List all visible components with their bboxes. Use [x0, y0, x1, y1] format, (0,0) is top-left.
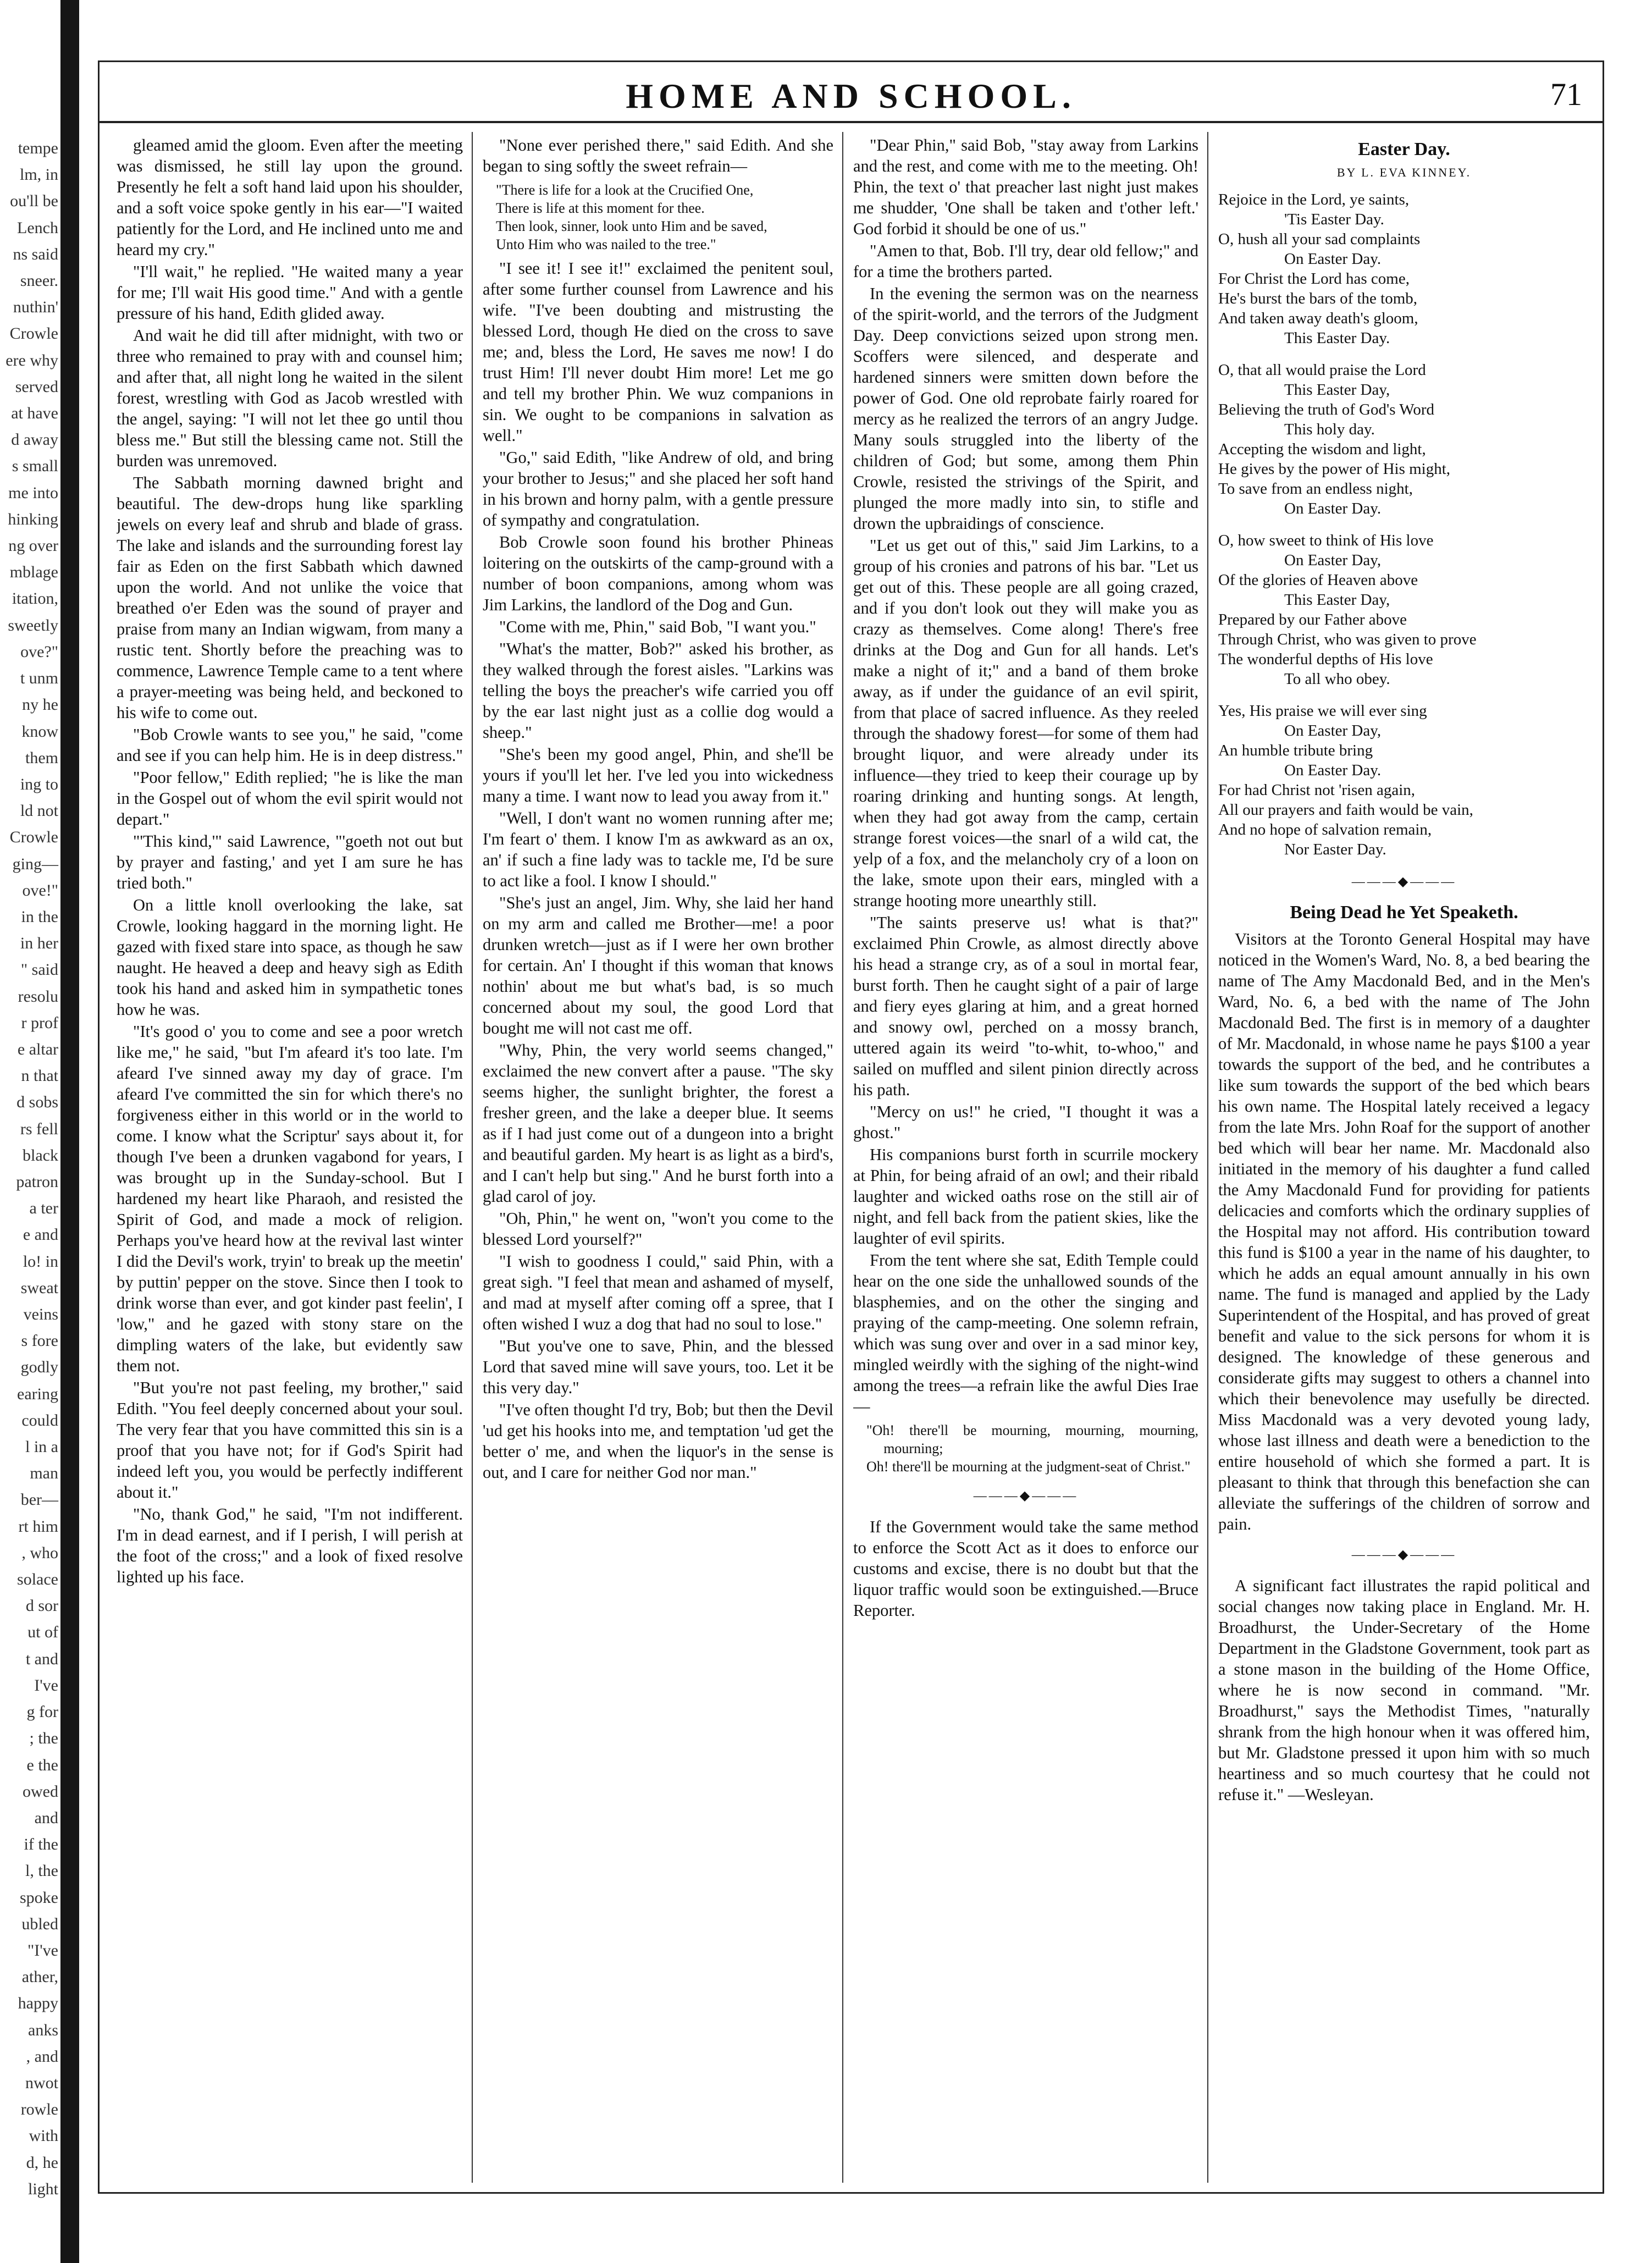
- margin-fragment: anks: [28, 2021, 58, 2039]
- margin-fragment: mblage: [9, 563, 58, 582]
- verse-line: Unto Him who was nailed to the tree.": [496, 236, 716, 252]
- margin-fragment: served: [15, 377, 58, 396]
- column-rule: [1207, 132, 1208, 2183]
- poem-line: The wonderful depths of His love: [1218, 650, 1433, 668]
- article-paragraph: "What's the matter, Bob?" asked his brother, as they walked through the forest aisles. "Larkins was telling the boys the preacher's wife carried you off by the ear last night just as a collie dog would a sheep.": [483, 639, 833, 742]
- poem-byline: BY L. EVA KINNEY.: [1336, 165, 1472, 179]
- column-4: [1218, 135, 1590, 2180]
- poem-line: On Easter Day.: [1284, 761, 1382, 779]
- separator-ornament: ———◆———: [1351, 875, 1457, 889]
- article-paragraph: gleamed amid the gloom. Even after the meeting was dismissed, he still lay upon the ground. Presently he felt a soft hand laid upon his shoulder, and a soft voice spoke gently in his ear—"I waited patiently for the Lord, and He inclined unto me and heard my cry.": [117, 136, 463, 259]
- article-paragraph: "Bob Crowle wants to see you," he said, "come and see if you can help him. He is in deep distress.": [117, 725, 463, 765]
- margin-fragment: ubled: [21, 1914, 58, 1933]
- poem-line: And no hope of salvation remain,: [1218, 821, 1432, 838]
- article-paragraph: The Sabbath morning dawned bright and beautiful. The dew-drops hung like sparkling jewels on every leaf and shrub and blade of grass. The lake and islands and the surrounding forest lay fair as Eden on the first Sabbath which dawned upon the world. And not unlike the voice that breathed o'er Eden was the sound of prayer and praise from many an Indian wigwam, from many a rustic tent. Shortly before the preaching was to commence, Lawrence Temple came to a tent where a prayer-meeting was being held, and beckoned to his wife to come out.: [117, 473, 463, 722]
- article-paragraph: "Come with me, Phin," said Bob, "I want you.": [499, 617, 816, 636]
- article-paragraph: His companions burst forth in scurrile mockery at Phin, for being afraid of an owl; and their ribald laughter and wicked oaths rose on the still air of night, and fell back from the patient skies, like the laughter of evil spirits.: [853, 1145, 1198, 1248]
- poem-line: 'Tis Easter Day.: [1284, 211, 1384, 228]
- poem-line: All our prayers and faith would be vain,: [1218, 801, 1473, 819]
- poem-line: To all who obey.: [1284, 670, 1390, 688]
- poem-line: On Easter Day.: [1284, 250, 1382, 268]
- article-paragraph: "She's just an angel, Jim. Why, she laid her hand on my arm and called me Brother—me! a poor drunken wretch—just as if I were her own brother for certain. An' I thought if this woman that knows nothin' about me but what's bad, is so much concerned about my soul, the good Lord that bought me will not cast me off.: [483, 893, 833, 1037]
- margin-fragment: solace: [17, 1570, 58, 1589]
- margin-fragment: d sobs: [16, 1093, 58, 1112]
- margin-fragment: black: [23, 1146, 58, 1164]
- margin-fragment: tempe: [18, 139, 58, 157]
- poem-line: For had Christ not 'risen again,: [1218, 781, 1416, 799]
- margin-fragment: man: [30, 1464, 58, 1483]
- margin-fragment: e altar: [17, 1040, 58, 1058]
- separator-ornament: ———◆———: [1351, 1548, 1457, 1562]
- article-paragraph: "Amen to that, Bob. I'll try, dear old fellow;" and for a time the brothers parted.: [853, 241, 1198, 281]
- margin-fragment: d away: [11, 430, 58, 449]
- article-paragraph: "Mercy on us!" he cried, "I thought it was a ghost.": [853, 1102, 1198, 1142]
- margin-fragment: " said: [20, 961, 58, 979]
- margin-fragment: d, he: [26, 2153, 58, 2172]
- margin-fragment: e and: [23, 1226, 58, 1244]
- poem-stanza: [1218, 531, 1590, 689]
- separator-ornament: ———◆———: [973, 1489, 1079, 1503]
- poem-line: And taken away death's gloom,: [1218, 310, 1418, 327]
- margin-fragment: ging—: [12, 854, 58, 873]
- article-paragraph: "'This kind,'" said Lawrence, "'goeth not out but by prayer and fasting,' and yet I am sure he has tried both.": [117, 832, 463, 892]
- margin-fragment: ing to: [20, 775, 58, 793]
- column-2: [483, 135, 833, 2180]
- margin-fragment: ber—: [20, 1491, 58, 1509]
- column-rule: [842, 132, 843, 2183]
- article-paragraph: "Poor fellow," Edith replied; "he is like the man in the Gospel out of whom the evil spirit would not depart.": [117, 768, 463, 829]
- margin-fragment: e the: [26, 1756, 58, 1774]
- poem-stanza: [1218, 190, 1590, 348]
- article-paragraph: In the evening the sermon was on the nearness of the spirit-world, and the terrors of the Judgment Day. Deep convictions seized upon strong men. Scoffers were silenced, and desperate and hardened sinners were smitten down before the power of God. One old reprobate fairly roared for mercy as he realized the terrors of an angry Judge. Many souls struggled into the liberty of the children of God; but some, among them Phin Crowle, resisted the strivings of the Spirit, and plunged the more madly into sin, to stifle and drown the upbraidings of conscience.: [853, 284, 1198, 533]
- poem-stanza: [1218, 701, 1590, 859]
- margin-fragment: ove?": [20, 642, 58, 661]
- article-paragraph: "Let us get out of this," said Jim Larkins, to a group of his cronies and patrons of his bar. "Let us get out of this. These people are all going crazed, and if you don't look out they will make you as crazy as themselves. Come along! There's free drinks at the Dog and Gun for all hands. Let's make a night of it;" and a band of them broke away, as if under the guidance of an evil spirit, from that place of sacred influence. As they reeled through the shadowy forest—for some of them had brought liquor, and were already under its influence—they tried to keep their courage up by roaring drinking and hunting songs. At length, when they had got away from the camp, certain strange forest voices—the snarl of a wild cat, the yelp of a fox, and the melancholy cry of a loon on the lake, smote upon their ears, mingled with a strange hooting more unearthly still.: [853, 536, 1198, 910]
- poem-line: Yes, His praise we will ever sing: [1218, 702, 1427, 720]
- article-paragraph: Visitors at the Toronto General Hospital may have noticed in the Women's Ward, No. 8, a bed bearing the name of The Amy Macdonald Bed, and in the Men's Ward, No. 6, a bed with the name of The John Macdonald Bed. The first is in memory of a daughter of Mr. Macdonald, in whose name he pays $100 a year towards the support of the bed, and he contributes a like sum towards the support of the bed which bears his own name. The Hospital lately received a legacy from the late Mrs. John Roaf for the support of another bed which will bear her name. Mr. Macdonald also initiated in the memory of his daughter a fund called the Amy Macdonald Fund for providing for patients delicacies and comforts which the ordinary supplies of the Hospital may not afford. His contribution toward this fund is $100 a year in the name of his daughter, to which he adds an equal amount annually in his own name. The fund is managed and applied by the Lady Superintendent of the Hospital, and has proved of great benefit and value to the sick persons for whom it is designed. The knowledge of these generous and considerate gifts may suggest to others a channel into which their benevolence may usefully be directed. Miss Macdonald was a very devoted young lady, whose last illness and death were a benediction to the entire household of which she formed a part. It is pleasant to think that through this benefaction she can alleviate the sufferings of the children of sorrow and pain.: [1218, 930, 1590, 1533]
- article-paragraph: "But you've one to save, Phin, and the blessed Lord that saved mine will save yours, too. Let it be this very day.": [483, 1337, 833, 1397]
- poem-line: Through Christ, who was given to prove: [1218, 631, 1477, 648]
- poem-line: This Easter Day,: [1284, 591, 1390, 609]
- poem-line: Nor Easter Day.: [1284, 841, 1386, 858]
- margin-fragment: godly: [20, 1358, 58, 1377]
- poem-line: Rejoice in the Lord, ye saints,: [1218, 191, 1410, 208]
- article-paragraph: If the Government would take the same method to enforce the Scott Act as it does to enforce our customs and excise, there is no doubt but that the liquor traffic would soon be extinguished.—Bruce Reporter.: [853, 1517, 1198, 1620]
- article-paragraph: "Well, I don't want no women running after me; I'm feart o' them. I know I'm as awkward as an ox, an' if such a fine lady was to tackle me, I'd be sure to act like a fool. I know I should.": [483, 809, 833, 890]
- margin-fragment: spoke: [20, 1888, 58, 1907]
- margin-fragment: s fore: [21, 1332, 58, 1350]
- article-paragraph: "She's been my good angel, Phin, and she'll be yours if you'll let her. I've led you into wickedness many a time. I want now to lead you away from it.": [483, 745, 833, 805]
- poem-line: This holy day.: [1284, 421, 1375, 438]
- margin-fragment: Crowle: [9, 828, 58, 847]
- margin-fragment: resolu: [18, 987, 58, 1006]
- margin-fragment: rowle: [20, 2100, 58, 2119]
- margin-fragment: them: [25, 748, 58, 767]
- poem-line: This Easter Day,: [1284, 381, 1390, 399]
- margin-fragment: earing: [17, 1384, 58, 1403]
- poem-line: On Easter Day,: [1284, 722, 1382, 739]
- margin-fragment: me into: [8, 483, 58, 502]
- margin-fragment: r prof: [21, 1013, 58, 1032]
- article-paragraph: Bob Crowle soon found his brother Phineas loitering on the outskirts of the camp-ground with a number of boon companions, among whom was Jim Larkins, the landlord of the Dog and Gun.: [483, 533, 833, 614]
- margin-fragment: ns said: [13, 245, 58, 263]
- margin-fragment: g for: [26, 1703, 58, 1721]
- poem-stanza: [1218, 360, 1590, 518]
- margin-fragment: with: [29, 2127, 58, 2145]
- margin-fragment: ld not: [20, 802, 58, 820]
- article-title: Being Dead he Yet Speaketh.: [1290, 902, 1518, 923]
- article-paragraph: A significant fact illustrates the rapid political and social changes now taking place in England. Mr. H. Broadhurst, the Under-Secretary of the Home Department in the Gladstone Government, took part as a stone mason in the building of the Home Office, where he is now second in command. "Mr. Broadhurst," says the Methodist Times, "naturally shrank from the high honour when it was offered him, but Mr. Gladstone pressed it upon him with so much heartiness and so much courtesy that he could not refuse it." —Wesleyan.: [1218, 1576, 1590, 1804]
- margin-fragment: , who: [21, 1543, 58, 1562]
- poem-line: Prepared by our Father above: [1218, 611, 1407, 628]
- article-paragraph: "I've often thought I'd try, Bob; but then the Devil 'ud get his hooks into me, and temptation 'ud get the better o' me, and when the liquor's in the sense is out, and I care for neither God nor man.": [483, 1400, 833, 1482]
- poem-line: He gives by the power of His might,: [1218, 460, 1451, 478]
- page-number: 71: [1550, 76, 1582, 112]
- margin-fragment: itation,: [12, 589, 58, 608]
- poem-line: Of the glories of Heaven above: [1218, 571, 1418, 589]
- column-3: [853, 135, 1198, 2180]
- poem-line: This Easter Day.: [1284, 329, 1390, 347]
- margin-fragment: l, the: [25, 1862, 58, 1880]
- poem-line: O, how sweet to think of His love: [1218, 532, 1434, 549]
- poem-line: O, that all would praise the Lord: [1218, 361, 1426, 379]
- margin-fragment: l in a: [25, 1438, 58, 1456]
- article-paragraph: "Why, Phin, the very world seems changed," exclaimed the new convert after a pause. "The sky seems higher, the sunlight brighter, the forest a fresher green, and the lake a deeper blue. It seems as if I had just come out of a dungeon into a bright and beautiful garden. My heart is as light as a bird's, and I can't help but sing." And he burst forth into a glad carol of joy.: [483, 1041, 833, 1206]
- article-paragraph: From the tent where she sat, Edith Temple could hear on the one side the unhallowed sounds of the blasphemies, and on the other the singing and praying of the camp-meeting. One solemn refrain, which was sung over and over in a sad minor key, mingled weirdly with the sighing of the night-wind among the trees—a refrain like the awful Dies Irae—: [853, 1251, 1198, 1416]
- article-paragraph: "No, thank God," he said, "I'm not indifferent. I'm in dead earnest, and if I perish, I will perish at the foot of the cross;" and a look of fixed resolve lighted up his face.: [117, 1505, 463, 1586]
- margin-fragment: ny he: [22, 696, 58, 714]
- margin-fragment: sweetly: [8, 616, 58, 634]
- margin-fragment: happy: [18, 1994, 58, 2013]
- article-paragraph: "I see it! I see it!" exclaimed the penitent soul, after some further counsel from Lawrence and his wife. "I've been doubting and mistrusting the blessed Lord, though He died on the cross to save me; and, bless the Lord, He saves me now! I do trust Him! I'll never doubt Him more! Let me go and tell my brother Phin. We wuz companions in sin. We ought to be companions in salvation as well.": [483, 259, 833, 445]
- verse-line: There is life at this moment for thee.: [496, 200, 705, 216]
- margin-fragment: hinking: [8, 510, 58, 528]
- article-paragraph: On a little knoll overlooking the lake, sat Crowle, looking haggard in the morning light. He gazed with fixed stare into space, as though he saw naught. He heaved a deep and heavy sigh as Edith took his hand and asked him in sympathetic tones how he was.: [117, 896, 463, 1019]
- hymn-verse: [496, 181, 833, 253]
- verse-line: Then look, sinner, look unto Him and be saved,: [496, 218, 767, 234]
- margin-fragment: ather,: [21, 1968, 58, 1986]
- article-paragraph: "None ever perished there," said Edith. And she began to sing softly the sweet refrain—: [483, 136, 833, 175]
- margin-fragment: ou'll be: [10, 192, 58, 211]
- poem-line: O, hush all your sad complaints: [1218, 230, 1421, 248]
- poem-line: Accepting the wisdom and light,: [1218, 440, 1426, 458]
- margin-fragment: t and: [25, 1649, 58, 1668]
- column-1: [117, 135, 463, 2180]
- margin-fragment: , and: [26, 2047, 58, 2066]
- margin-fragment: rs fell: [20, 1119, 58, 1138]
- poem-line: He's burst the bars of the tomb,: [1218, 290, 1418, 307]
- left-margin-fragments: [0, 0, 60, 2263]
- margin-fragment: ere why: [5, 351, 58, 369]
- article-paragraph: "I'll wait," he replied. "He waited many a year for me; I'll wait His good time." And with a gentle pressure of his hand, Edith glided away.: [117, 262, 463, 323]
- margin-fragment: Lench: [17, 218, 58, 237]
- page-binding: [60, 0, 79, 2263]
- hymn-verse: [866, 1421, 1198, 1476]
- column-rule: [472, 132, 473, 2183]
- poem-line: On Easter Day,: [1284, 551, 1382, 569]
- margin-fragment: veins: [23, 1305, 58, 1324]
- page-header: [98, 66, 1604, 123]
- margin-fragment: ; the: [29, 1729, 58, 1748]
- margin-fragment: owed: [23, 1782, 58, 1801]
- margin-fragment: could: [21, 1411, 58, 1429]
- article-paragraph: "But you're not past feeling, my brother," said Edith. "You feel deeply concerned about your soul. The very fear that you have committed this sin is a proof that you have not; for if God's Spirit had indeed left you, you would be perfectly indifferent about it.": [117, 1378, 463, 1502]
- article-paragraph: "Dear Phin," said Bob, "stay away from Larkins and the rest, and come with me to the meeting. Oh! Phin, the text o' that preacher last night just makes me shudder, 'One shall be taken and t'other left.' God forbid it should be one of us.": [853, 136, 1198, 238]
- margin-fragment: t unm: [20, 669, 58, 688]
- article-paragraph: "Go," said Edith, "like Andrew of old, and bring your brother to Jesus;" and she placed her soft hand in his brown and horny palm, with a gentle pressure of sympathy and congratulation.: [483, 448, 833, 529]
- margin-fragment: I've: [34, 1676, 58, 1695]
- margin-fragment: in her: [20, 934, 58, 953]
- verse-line: Oh! there'll be mourning at the judgment-seat of Christ.": [866, 1459, 1191, 1475]
- masthead-title: HOME AND SCHOOL.: [626, 76, 1076, 115]
- article-paragraph: "The saints preserve us! what is that?" exclaimed Phin Crowle, as almost directly above his head a strange cry, as of a soul in mortal fear, burst forth. Then he caught sight of a pair of large and fiery eyes glaring at him, and a great horned and snowy owl, perched on a mossy branch, uttered again its weird "to-whit, to-whoo," and sailed on muffled and silent pinion directly across his path.: [853, 913, 1198, 1099]
- margin-fragment: a ter: [29, 1199, 58, 1218]
- poem-line: On Easter Day.: [1284, 500, 1382, 517]
- margin-fragment: n that: [21, 1067, 58, 1085]
- margin-fragment: lo! in: [23, 1252, 58, 1271]
- margin-fragment: nuthin': [13, 298, 58, 317]
- article-paragraph: And wait he did till after midnight, with two or three who remained to pray with and counsel him; and after that, all night long he waited in the silent forest, wrestling with God as Jacob wrestled with the angel, saying: "I will not let thee go until thou bless me." But still the blessing came not. Still the burden was unremoved.: [117, 326, 463, 470]
- margin-fragment: nwot: [25, 2073, 58, 2092]
- article-paragraph: "Oh, Phin," he went on, "won't you come to the blessed Lord yourself?": [483, 1209, 833, 1249]
- verse-line: "There is life for a look at the Crucified One,: [496, 182, 754, 198]
- margin-fragment: Crowle: [9, 324, 58, 343]
- margin-fragment: patron: [16, 1173, 58, 1191]
- margin-fragment: know: [21, 722, 58, 741]
- article-paragraph: "I wish to goodness I could," said Phin, with a great sigh. "I feel that mean and ashamed of myself, and mad at myself after coming off a spree, that I often wished I wuz a dog that had no soul to lose.": [483, 1252, 833, 1333]
- margin-fragment: and: [34, 1808, 58, 1827]
- margin-fragment: light: [27, 2179, 58, 2198]
- poem-line: An humble tribute bring: [1218, 742, 1373, 759]
- margin-fragment: sweat: [20, 1278, 58, 1297]
- margin-fragment: lm, in: [19, 165, 58, 184]
- verse-line: "Oh! there'll be mourning, mourning, mourning, mourning;: [866, 1422, 1198, 1456]
- margin-fragment: at have: [11, 404, 58, 423]
- margin-fragment: rt him: [18, 1517, 58, 1536]
- margin-fragment: d sor: [25, 1597, 58, 1615]
- margin-fragment: sneer.: [20, 272, 58, 290]
- poem-title: Easter Day.: [1358, 139, 1450, 159]
- margin-fragment: in the: [21, 907, 58, 926]
- margin-fragment: "I've: [27, 1941, 58, 1960]
- margin-fragment: if the: [24, 1835, 58, 1854]
- poem-line: For Christ the Lord has come,: [1218, 270, 1410, 288]
- margin-fragment: ove!": [22, 881, 58, 899]
- article-paragraph: "It's good o' you to come and see a poor wretch like me," he said, "but I'm afeard it's too late. I'm afeard I've sinned away my day of grace. I'm afeard I've committed the sin for which there's no forgiveness either in this world or in the world to come. I know what the Scriptur' says about it, for though I've been a drunken vagabond for years, I was brought up in the Sunday-school. But I hardened my heart like Pharaoh, and resisted the Spirit of God, and made a mock of religion. Perhaps you've heard how at the revival last winter I did the Devil's work, tryin' to break up the meetin' by puttin' pepper on the stove. Since then I took to drink worse than ever, and got kinder past feelin', I 'low," and he gazed with stony stare on the dimpling waters of the lake, but evidently saw them not.: [117, 1022, 463, 1375]
- margin-fragment: ng over: [8, 537, 58, 555]
- poem-line: Believing the truth of God's Word: [1218, 401, 1435, 418]
- poem-line: To save from an endless night,: [1218, 480, 1413, 498]
- margin-fragment: s small: [12, 457, 58, 476]
- margin-fragment: ut of: [27, 1623, 58, 1642]
